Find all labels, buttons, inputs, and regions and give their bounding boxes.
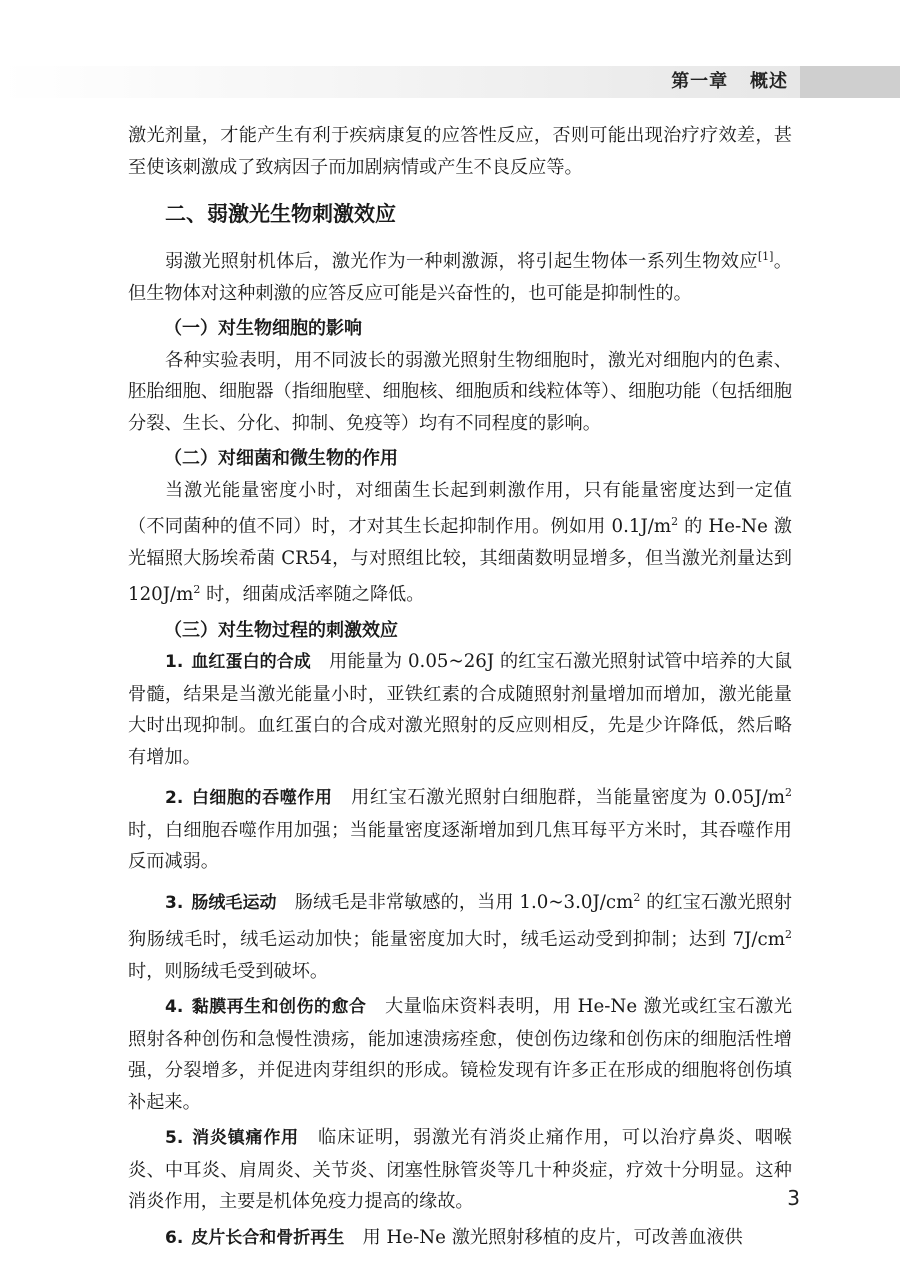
item-text: 时，白细胞吞噬作用加强；当能量密度逐渐增加到几焦耳每平方米时，其吞噬作用反而减弱。 [128,819,792,872]
subsection-heading-2: （二）对细菌和微生物的作用 [164,448,398,469]
item-title: 肠绒毛运动 [191,892,277,913]
item-title: 黏膜再生和创伤的愈合 [191,997,367,1017]
item-title: 血红蛋白的合成 [191,652,311,672]
page-body [128,120,792,1254]
item-number: 6. [165,1227,184,1248]
item-number: 2. [165,788,184,808]
intro-paragraph: 激光剂量，才能产生有利于疾病康复的应答性反应，否则可能出现治疗疗效差，甚至使该刺激成了致病因子而加剧病情或产生不良反应等。 [128,125,792,178]
list-item-1 [128,646,792,773]
list-item-3 [128,882,792,988]
item-title: 皮片长合和骨折再生 [191,1227,345,1248]
superscript: 2 [633,890,641,904]
paragraph-text: 的 He-Ne 激光辐照大肠埃希菌 CR54，与对照组比较，其细菌数明显增多，但当激光剂量达到 120J/m [128,516,792,605]
subsection-paragraph-1: 各种实验表明，用不同波长的弱激光照射生物细胞时，激光对细胞内的色素、胚胎细胞、细胞器（指细胞壁、细胞核、细胞质和线粒体等）、细胞功能（包括细胞分裂、生长、分化、抑制、免疫等）均有不同程度的影响。 [128,349,792,434]
section-text-b: 。但生物体对这种刺激的应答反应可能是兴奋性的，也可能是抑制性的。 [128,251,792,304]
list-item-2 [128,777,792,878]
subsection-heading-3: （三）对生物过程的刺激效应 [164,619,398,641]
item-text: 用 He-Ne 激光照射移植的皮片，可改善血液供 [362,1226,743,1248]
citation-ref: [1] [757,250,774,263]
item-text: 大量临床资料表明，用 He-Ne 激光或红宝石激光照射各种创伤和急慢性溃疡，能加速溃疡痊愈，使创伤边缘和创伤床的细胞活性增强，分裂增多，并促进肉芽组织的形成。镜检发现有许多正在形成的细胞将创伤填补起来。 [128,996,793,1113]
chapter-number: 第一章 [671,71,729,92]
subsection-heading-1: （一）对生物细胞的影响 [164,318,362,339]
item-text: 用红宝石激光照射白细胞群，当能量密度为 0.05J/m [351,787,785,808]
superscript: 2 [193,583,201,596]
item-number: 1. [165,652,184,672]
superscript: 2 [671,515,679,528]
item-number: 4. [165,997,184,1017]
section-text-a: 弱激光照射机体后，激光作为一种刺激源，将引起生物体一系列生物效应 [165,251,758,272]
paragraph-text: 时，细菌成活率随之降低。 [200,584,425,605]
list-item-5 [128,1122,792,1218]
section-heading: 二、弱激光生物刺激效应 [165,201,396,226]
item-title: 白细胞的吞噬作用 [191,788,333,808]
page-number: 3 [787,1186,800,1210]
item-title: 消炎镇痛作用 [191,1128,299,1148]
item-text: 用能量为 0.05~26J 的红宝石激光照射试管中培养的大鼠骨髓，结果是当激光能量小时，亚铁红素的合成随照射剂量增加而增加，激光能量大时出现抑制。血红蛋白的合成对激光照射的反应则相反，先是少许降低，然后略有增加。 [128,651,793,768]
running-header [671,69,788,95]
subsection-paragraph-2 [128,475,792,611]
item-text: 时，则肠绒毛受到破坏。 [128,960,329,982]
superscript: 2 [785,928,792,941]
list-item-6 [128,1222,792,1255]
header-tab-block [800,66,900,98]
item-text: 的红宝石激光照射狗肠绒毛时，绒毛运动加快；能量密度加大时，绒毛运动受到抑制；达到 7J/cm [128,891,792,950]
item-text: 临床证明，弱激光有消炎止痛作用，可以治疗鼻炎、咽喉炎、中耳炎、肩周炎、关节炎、闭塞性脉管炎等几十种炎症，疗效十分明显。这种消炎作用，主要是机体免疫力提高的缘故。 [128,1127,792,1212]
superscript: 2 [785,786,792,799]
item-number: 3. [165,892,184,913]
section-paragraph [128,241,792,309]
item-number: 5. [165,1128,184,1148]
item-text: 肠绒毛是非常敏感的，当用 1.0~3.0J/cm [294,891,634,913]
paragraph-text: 当激光能量密度小时，对细菌生长起到刺激作用，只有能量密度达到一定值（不同菌种的值不同）时，才对其生长起抑制作用。例如用 0.1J/m [128,479,792,537]
list-item-4 [128,991,792,1118]
chapter-title: 概述 [750,71,788,92]
